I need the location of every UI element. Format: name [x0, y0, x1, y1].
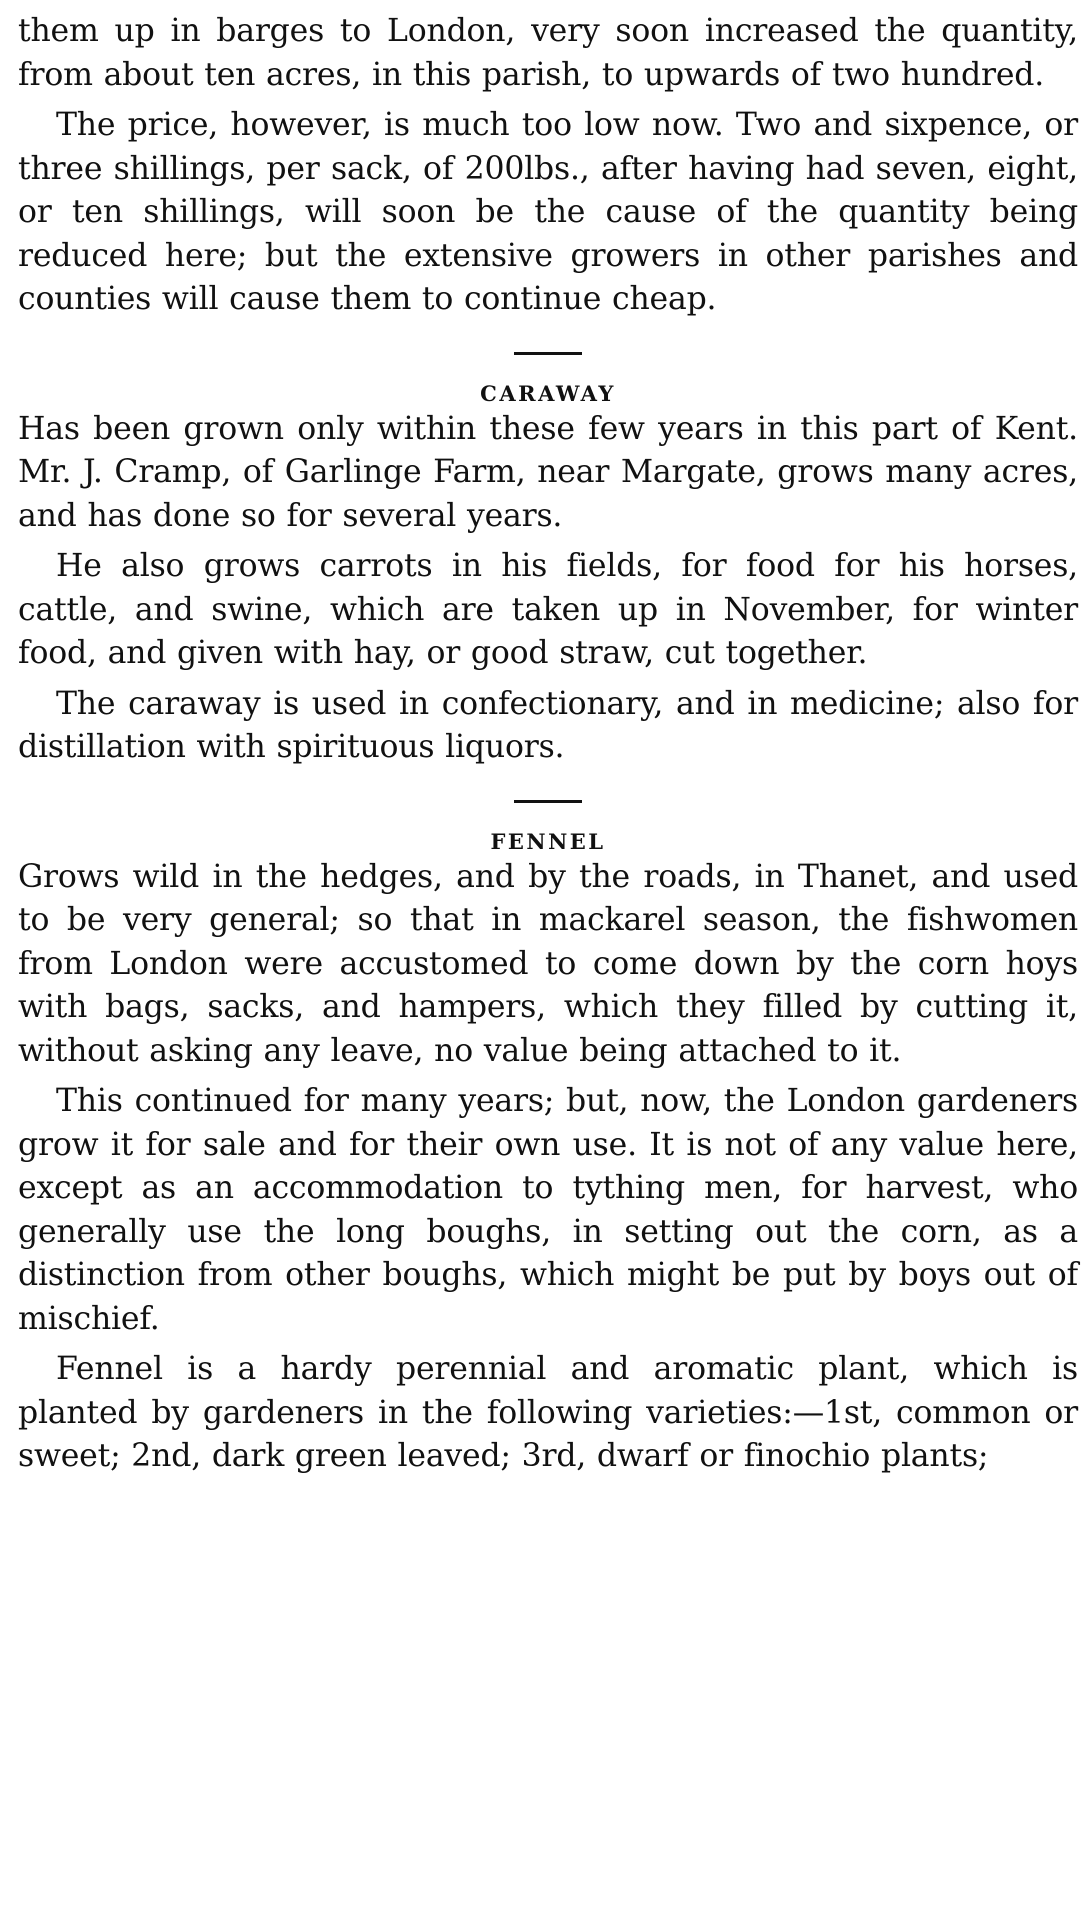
intro-paragraph-2: The price, however, is much too low now. Two and sixpence, or three shillings, per sack, of 200lbs., after having had seven, eight, or ten shillings, will soon be the cause of the quantity being reduced here; but the extensive growers in other parishes and counties will cause them to continue cheap. [18, 107, 1078, 317]
divider-rule [514, 800, 582, 803]
fennel-heading: FENNEL [490, 828, 606, 854]
caraway-paragraph-3: The caraway is used in confectionary, and in medicine; also for distillation with spirituous liquors. [18, 685, 1078, 765]
intro-paragraph-1: them up in barges to London, very soon increased the quantity, from about ten acres, in this parish, to upwards of two hundred. [18, 13, 1078, 93]
fennel-paragraph-2: This continued for many years; but, now, the London gardeners grow it for sale and for their own use. It is not of any value here, except as an accommodation to tything men, for harvest, who generally use the long boughs, in setting out the corn, as a distinction from other boughs, which might be put by boys out of mischief. [18, 1083, 1078, 1337]
caraway-paragraph-1: Has been grown only within these few years in this part of Kent. Mr. J. Cramp, of Garlinge Farm, near Margate, grows many acres, and has done so for several years. [18, 410, 1078, 534]
fennel-paragraph-3: Fennel is a hardy perennial and aromatic plant, which is planted by gardeners in the following varieties:—1st, common or sweet; 2nd, dark green leaved; 3rd, dwarf or finochio plants; [18, 1351, 1078, 1474]
section-divider-fennel [18, 770, 1078, 828]
divider-rule [514, 352, 582, 355]
section-divider-caraway [18, 322, 1078, 380]
caraway-paragraph-2: He also grows carrots in his fields, for food for his horses, cattle, and swine, which are taken up in November, for winter food, and given with hay, or good straw, cut together. [18, 548, 1078, 671]
document-page [18, 10, 1078, 1479]
fennel-paragraph-1: Grows wild in the hedges, and by the roads, in Thanet, and used to be very general; so that in mackarel season, the fishwomen from London were accustomed to come down by the corn hoys with bags, sacks, and hampers, which they filled by cutting it, without asking any leave, no value being attached to it. [18, 858, 1078, 1069]
caraway-heading: CARAWAY [480, 380, 616, 406]
